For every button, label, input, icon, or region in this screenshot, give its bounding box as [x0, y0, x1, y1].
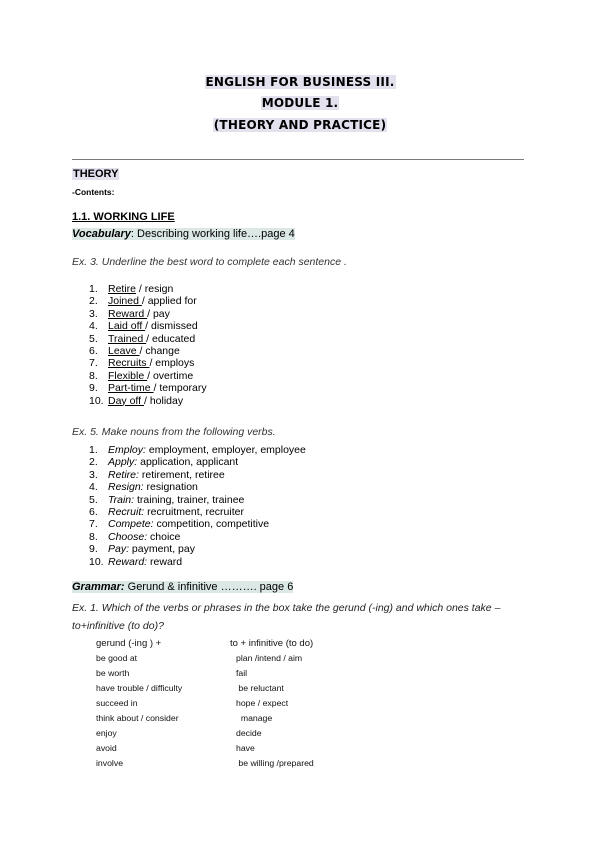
exercise3-item: [89, 395, 207, 407]
exercise5-item: [89, 556, 306, 568]
exercise5-item: [89, 456, 306, 468]
exercise3-item: [89, 308, 207, 320]
infinitive-item: be willing /prepared: [236, 758, 314, 768]
exercise5-item: [89, 531, 306, 543]
alternative-word: / applied for: [141, 295, 197, 308]
gerund-item: enjoy: [96, 728, 117, 738]
answer-word: Joined: [108, 295, 142, 308]
theory-heading: THEORY: [73, 168, 119, 180]
exercise3-item: [89, 333, 207, 345]
verb: Retire:: [108, 468, 139, 481]
answer-word: Reward: [108, 307, 148, 320]
exercise3-instruction: Ex. 3. Underline the best word to complete each sentence .: [72, 256, 347, 268]
exercise5-list: [89, 444, 306, 568]
exercise5-item: [89, 543, 306, 555]
exercise3-item: [89, 283, 207, 295]
alternative-word: / pay: [147, 307, 170, 320]
exercise1-instruction: Ex. 1. Which of the verbs or phrases in the box take the gerund (-ing) and which ones take –to+infinitive (to do)?: [72, 602, 501, 632]
nouns: resignation: [143, 481, 198, 494]
answer-word: Trained: [108, 332, 147, 345]
infinitive-header: to + infinitive (to do): [230, 638, 314, 649]
item-number: 1.: [89, 444, 98, 456]
gerund-item: avoid: [96, 743, 117, 753]
infinitive-item: decide: [236, 728, 262, 738]
answer-word: Recruits: [108, 357, 150, 370]
alternative-word: / change: [139, 345, 180, 358]
exercise3-item: [89, 295, 207, 307]
answer-word: Part-time: [108, 382, 154, 395]
grammar-line: [72, 581, 293, 593]
exercise3-item: [89, 357, 207, 369]
alternative-word: / holiday: [144, 394, 184, 407]
nouns: recruitment, recruiter: [144, 506, 244, 519]
infinitive-item: hope / expect: [236, 698, 289, 708]
vocabulary-line: [72, 228, 295, 240]
item-number: 10.: [89, 394, 104, 407]
grammar-label: Grammar:: [72, 581, 125, 593]
gerund-item: be worth: [96, 668, 130, 678]
infinitive-item: plan /intend / aim: [236, 653, 303, 663]
infinitive-item: be reluctant: [236, 683, 284, 693]
item-number: 6.: [89, 345, 98, 358]
nouns: choice: [147, 530, 181, 543]
infinitive-item: fail: [236, 668, 248, 678]
verb: Pay:: [108, 543, 130, 556]
answer-word: Day off: [108, 394, 144, 407]
nouns: employment, employer, employee: [145, 444, 306, 456]
verb: Choose:: [108, 530, 148, 543]
nouns: application, applicant: [137, 456, 239, 469]
exercise5-item: [89, 506, 306, 518]
item-number: 3.: [89, 307, 98, 320]
gerund-item: think about / consider: [96, 713, 179, 723]
verb: Resign:: [108, 481, 144, 494]
infinitive-item: have: [236, 743, 255, 753]
item-number: 5.: [89, 332, 98, 345]
gerund-header: gerund (-ing ) +: [96, 638, 162, 649]
section-title: 1.1. WORKING LIFE: [72, 211, 175, 223]
item-number: 9.: [89, 382, 98, 395]
nouns: training, trainer, trainee: [134, 493, 245, 506]
infinitive-item: manage: [236, 713, 273, 723]
infinitive-column: [230, 636, 314, 771]
exercise5-item: [89, 444, 306, 456]
alternative-word: / temporary: [153, 382, 207, 395]
item-number: 4.: [89, 320, 98, 333]
answer-word: Flexible: [108, 369, 148, 382]
alternative-word: / overtime: [147, 369, 194, 382]
item-number: 6.: [89, 506, 98, 519]
item-number: 8.: [89, 530, 98, 543]
exercise3-item: [89, 370, 207, 382]
verb: Train:: [108, 493, 135, 506]
item-number: 7.: [89, 357, 98, 370]
document-title-line1: ENGLISH FOR BUSINESS III.: [205, 75, 395, 89]
alternative-word: / employs: [149, 357, 195, 370]
answer-word: Laid off: [108, 320, 146, 333]
verb: Reward:: [108, 555, 148, 568]
answer-word: Leave: [108, 345, 140, 358]
gerund-item: succeed in: [96, 698, 138, 708]
verb: Compete:: [108, 518, 154, 531]
item-number: 3.: [89, 468, 98, 481]
exercise3-list: [89, 283, 207, 407]
item-number: 1.: [89, 283, 98, 295]
item-number: 8.: [89, 369, 98, 382]
exercise5-instruction: Ex. 5. Make nouns from the following verbs.: [72, 426, 276, 438]
item-number: 5.: [89, 493, 98, 506]
verb: Employ:: [108, 444, 146, 456]
item-number: 7.: [89, 518, 98, 531]
exercise5-item: [89, 518, 306, 530]
alternative-word: / dismissed: [145, 320, 198, 333]
alternative-word: / resign: [136, 283, 174, 295]
verb: Recruit:: [108, 506, 145, 519]
gerund-column: [96, 636, 182, 771]
document-title-line3: (THEORY AND PRACTICE): [213, 118, 387, 132]
item-number: 4.: [89, 481, 98, 494]
exercise3-item: [89, 382, 207, 394]
gerund-item: have trouble / difficulty: [96, 683, 183, 693]
verb: Apply:: [108, 456, 138, 469]
grammar-text: Gerund & infinitive ………. page 6: [124, 581, 294, 593]
exercise3-item: [89, 320, 207, 332]
alternative-word: / educated: [146, 332, 196, 345]
item-number: 2.: [89, 456, 98, 469]
contents-label: -Contents:: [72, 187, 115, 197]
gerund-item: involve: [96, 758, 124, 768]
vocabulary-label: Vocabulary: [72, 228, 131, 240]
nouns: payment, pay: [129, 543, 195, 556]
nouns: reward: [147, 555, 183, 568]
gerund-item: be good at: [96, 653, 138, 663]
exercise5-item: [89, 494, 306, 506]
item-number: 10.: [89, 555, 104, 568]
horizontal-divider: [72, 159, 524, 160]
document-title-line2: MODULE 1.: [261, 96, 339, 110]
nouns: retirement, retiree: [138, 468, 225, 481]
nouns: competition, competitive: [153, 518, 270, 531]
answer-word: Retire: [108, 283, 137, 295]
exercise3-item: [89, 345, 207, 357]
exercise5-item: [89, 481, 306, 493]
item-number: 2.: [89, 295, 98, 308]
item-number: 9.: [89, 543, 98, 556]
exercise5-item: [89, 469, 306, 481]
vocabulary-text: : Describing working life….page 4: [130, 228, 295, 240]
